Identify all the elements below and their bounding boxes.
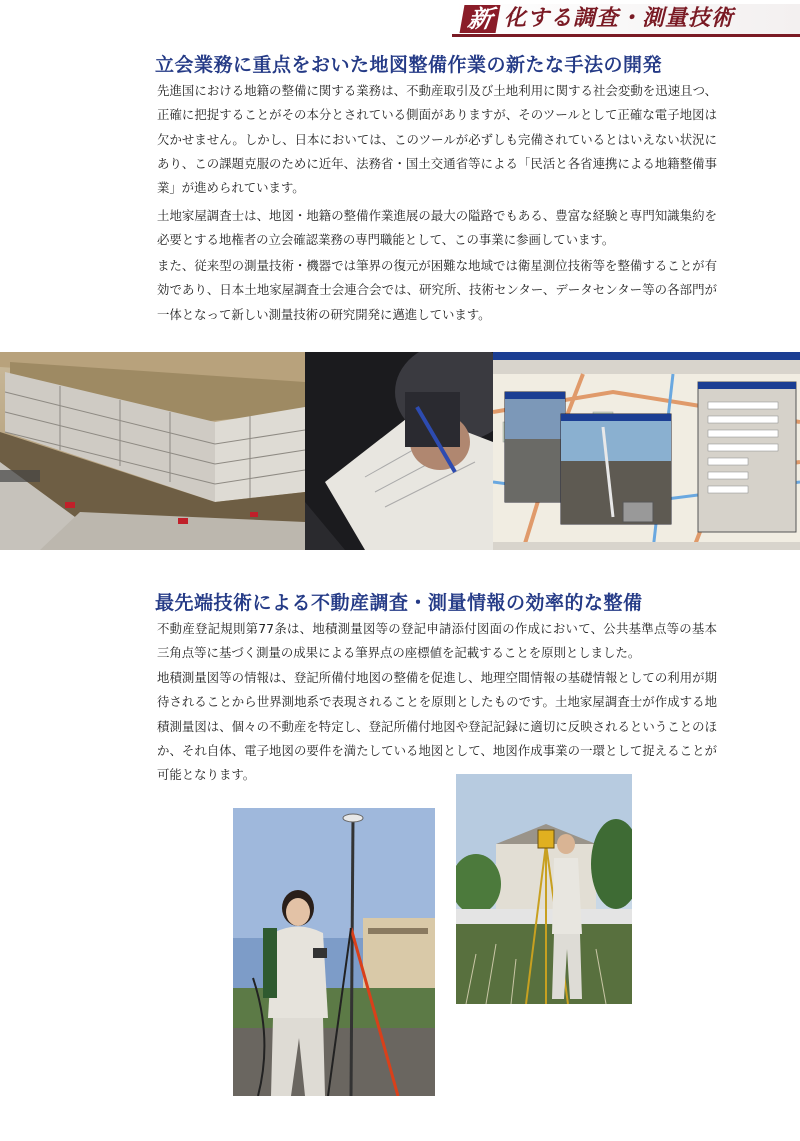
gps-surveyor-photo — [233, 808, 435, 1096]
header-shin-badge: 新 — [460, 5, 501, 33]
photo-strip — [0, 352, 800, 550]
section2-paragraph-1: 不動産登記規則第77条は、地積測量図等の登記申請添付図面の作成において、公共基準点等の基本三角点等に基づく測量の成果による筆界点の座標値を記載することを原則としました。 — [157, 621, 717, 661]
gis-software-photo — [493, 352, 800, 550]
section2-title: 最先端技術による不動産調査・測量情報の効率的な整備 — [155, 592, 643, 614]
section1-paragraph-2: 土地家屋調査士は、地図・地籍の整備作業進展の最大の隘路でもある、豊富な経験と専門知識集約を必要とする地権者の立会確認業務の専門職能として、この事業に参画しています。 — [157, 208, 717, 248]
total-station-photo — [456, 774, 632, 1004]
section1-paragraph-1: 先進国における地籍の整備に関する業務は、不動産取引及び土地利用に関する社会変動を迅速且つ、正確に把捉することがその本分とされている側面がありますが、そのツールとして正確な電子地図は欠かせません。しかし、日本においては、このツールが必ずしも完備されているとはいえない状況にあり、この課題克服のために近年、法務省・国土交通省等による「民活と各省連携による地籍整備事業」が進められています。 — [157, 83, 717, 196]
section1-paragraph-3: また、従来型の測量技術・機器では筆界の復元が困難な地域では衛星測位技術等を整備することが有効であり、日本土地家屋調査士会連合会では、研究所、技術センター、データセンター等の各部門が一体となって新しい測量技術の研究開発に邁進しています。 — [157, 258, 717, 322]
stone-wall-photo — [0, 352, 305, 550]
section1-title: 立会業務に重点をおいた地図整備作業の新たな手法の開発 — [155, 54, 663, 76]
header-title: 化する調査・測量技術 — [504, 6, 735, 31]
writing-hand-photo — [305, 352, 493, 550]
section2-paragraph-2: 地積測量図等の情報は、登記所備付地図の整備を促進し、地理空間情報の基礎情報としての利用が期待されることから世界測地系で表現されることを原則としたものです。土地家屋調査士が作成する地積測量図は、個々の不動産を特定し、登記所備付地図や登記記録に適切に反映されるということのほか、それ自体、電子地図の要件を満たしている地図として、地図作成事業の一環として捉えることが可能となります。 — [157, 670, 717, 783]
header-band — [452, 4, 800, 37]
